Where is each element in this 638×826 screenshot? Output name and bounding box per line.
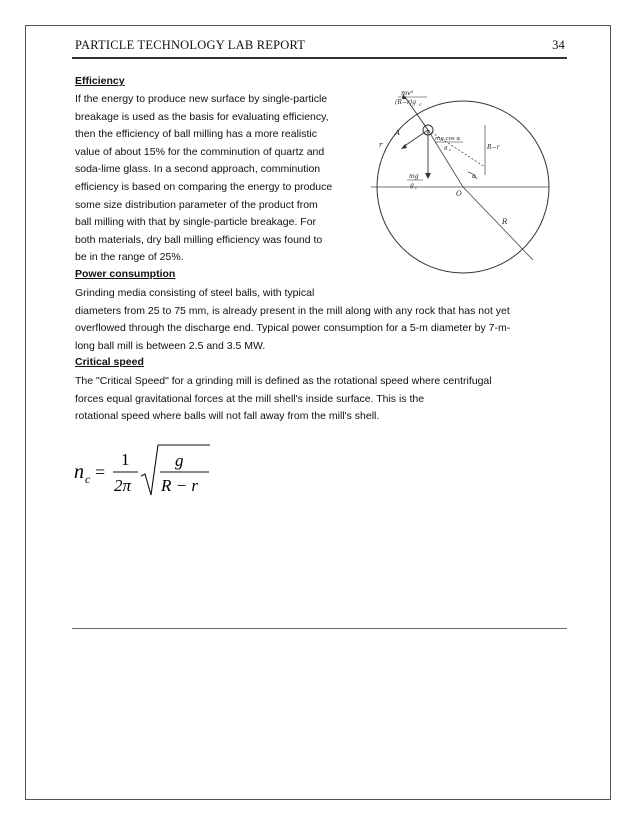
weight-arrow-head <box>425 173 431 179</box>
component-force-arrow <box>403 130 428 147</box>
ball-mill-force-diagram <box>365 75 550 280</box>
efficiency-heading: Efficiency <box>75 75 125 87</box>
footer-divider <box>72 628 567 629</box>
critical-speed-paragraph: The "Critical Speed" for a grinding mill is defined as the rotational speed where centrifugal forces equal gravitational forces at the mill shell's inside surface. This is the rotational speed where balls will not fall away from the mill's shell. <box>75 375 492 423</box>
component-denominator-label: g <box>444 145 448 151</box>
centrifugal-denominator-label: (R−r)g <box>395 99 416 106</box>
angle-label: α <box>472 173 477 180</box>
centrifugal-denominator-subscript: c <box>419 103 422 108</box>
formula-numerator: 1 <box>121 450 130 469</box>
report-title: PARTICLE TECHNOLOGY LAB REPORT <box>75 38 306 52</box>
formula-lhs: n <box>74 461 84 483</box>
weight-denominator-label: g <box>410 182 414 189</box>
power-consumption-paragraph: Grinding media consisting of steel balls, with typical diameters from 25 to 75 mm, is already present in the mill along with any rock that has not yet overflowed through the discharge end. Typical power consumption for a 5-m diameter by 7-m- long ball mill is between 2.5 and 3.5 MW. <box>75 287 511 352</box>
weight-denominator-subscript: c <box>415 185 418 190</box>
formula-radicand-denominator: R − r <box>161 476 198 495</box>
ball-radius-label: r <box>379 141 383 149</box>
formula-denominator: 2π <box>114 476 132 495</box>
formula-equals-sign: = <box>95 462 106 482</box>
point-a-label: A <box>395 129 401 137</box>
weight-numerator-label: mg <box>409 173 419 180</box>
critical-speed-formula <box>72 440 232 505</box>
center-o-label: O <box>456 190 462 198</box>
centrifugal-numerator-label: mv² <box>401 89 414 97</box>
page-header <box>75 36 565 56</box>
r-minus-r-label: R−r <box>487 144 500 151</box>
formula-lhs-subscript: c <box>85 472 91 486</box>
component-denominator-subscript: c <box>449 147 452 152</box>
header-divider <box>72 57 567 59</box>
power-consumption-heading: Power consumption <box>75 268 176 280</box>
formula-radicand-numerator: g <box>175 451 184 470</box>
page-number: 34 <box>552 38 565 52</box>
critical-speed-heading: Critical speed <box>75 356 144 368</box>
efficiency-paragraph: If the energy to produce new surface by single-particle breakage is used as the basis for evaluating efficiency, then the efficiency of ball milling has a more realistic value of about 15% for the comminution of quartz and soda-lime glass. In a second approach, comminution efficiency is based on comparing the energy to produce some size distribution parameter of the product from ball milling with that by single-particle breakage. For both materials, dry ball milling efficiency was found to be in the range of 25%. <box>75 93 333 264</box>
mill-radius-label: R <box>502 218 508 226</box>
radius-line <box>463 187 533 260</box>
component-numerator-label: mg.cos α <box>435 136 461 142</box>
